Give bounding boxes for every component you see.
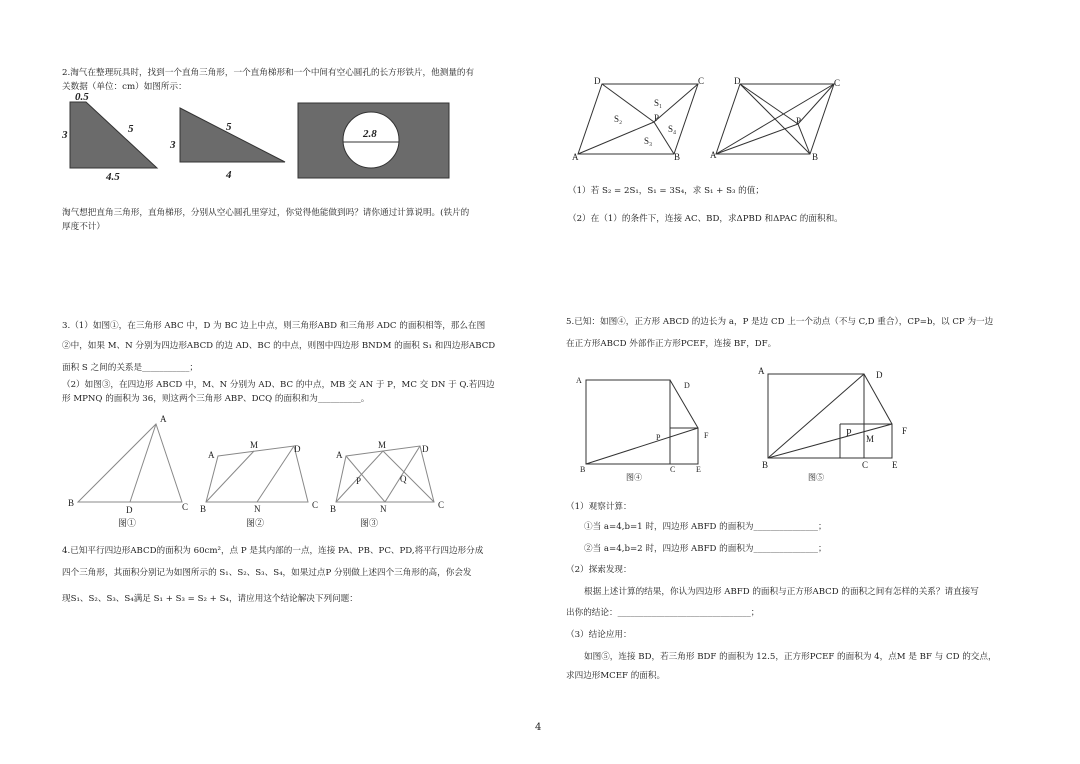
q3-figure-1 [66,410,196,530]
svg-text:S₄: S₄ [668,124,677,134]
q3-line2: ②中，如果 M、N 分别为四边形ABCD 的边 AD、BC 的中点，则图中四边形 BNDM 的面积 S₁ 和四边形ABCD [62,341,496,351]
svg-text:N: N [254,504,261,514]
svg-text:F: F [704,431,709,440]
svg-text:D: D [422,444,429,454]
svg-text:D: D [876,370,883,380]
q5-part3-line2: 求四边形MCEF 的面积。 [566,671,666,681]
q3-line5: 形 MPNQ 的面积为 36，则这两个三角形 ABP、DCQ 的面积和为__________。 [62,394,370,404]
svg-text:P: P [356,476,362,486]
fig5-caption: 图⑤ [808,473,824,482]
svg-text:C: C [438,500,445,510]
q4-line2: 四个三角形，其面积分别记为如图所示的 S₁、S₂、S₃、S₄，如果过点P 分别做上述四个三角形的高，你会发 [62,568,472,578]
svg-text:S₁: S₁ [654,98,663,108]
q5-figure-5 [756,366,916,486]
q2-triangle-figure [170,104,295,184]
q5-part3-line1: 如图⑤，连接 BD，若三角形 BDF 的面积为 12.5，正方形PCEF 的面积为 4，点M 是 BF 与 CD 的交点， [584,652,997,662]
q3-figure-2 [200,432,325,532]
triangle-shape [180,108,285,162]
svg-text:A: A [576,376,582,385]
svg-text:Q: Q [400,474,407,484]
svg-text:S₃: S₃ [644,136,653,146]
q5-part1-b: ②当 a=4,b=2 时，四边形 ABFD 的面积为_______________； [584,544,827,554]
svg-text:C: C [862,460,869,470]
q2-trapezoid-figure [62,92,172,182]
q5-part1-a: ①当 a=4,b=1 时，四边形 ABFD 的面积为_______________； [584,522,827,532]
q5-line1: 5.已知：如图④，正方形 ABCD 的边长为 a，P 是边 CD 上一个动点（不与 C,D 重合），CP=b，以 CP 为一边 [566,317,994,327]
svg-text:A: A [336,450,343,460]
q3-line1: 3.（1）如图①，在三角形 ABC 中，D 为 BC 边上中点，则三角形ABD 和三角形 ADC 的面积相等，那么在图 [62,321,486,331]
svg-text:B: B [762,460,769,470]
fig2-caption: 图② [246,518,265,528]
q5-part2-title: （2）探索发现： [566,565,632,575]
q4-line1: 4.已知平行四边形ABCD的面积为 60cm²，点 P 是其内部的一点，连接 PA、PB、PC、PD,将平行四边形分成 [62,546,484,556]
svg-text:P: P [656,433,661,442]
svg-text:C: C [698,76,705,86]
q5-line2: 在正方形ABCD 外部作正方形PCEF，连接 BF，DF。 [566,339,777,349]
svg-text:C: C [182,502,189,512]
svg-text:A: A [160,414,167,424]
svg-text:P: P [846,428,852,439]
q5-part3-title: （3）结论应用： [566,630,632,640]
q5-figure-4 [574,372,724,484]
page-number: 4 [535,722,542,733]
svg-text:B: B [68,498,75,508]
triangle-left-label: 3 [170,139,176,151]
svg-text:D: D [684,381,690,390]
svg-text:F: F [902,426,908,436]
q5-part2-line1: 根据上述计算的结果，你认为四边形 ABFD 的面积与正方形ABCD 的面积之间有怎样的关系？请直接写 [584,587,979,597]
triangle-slant-label: 5 [226,121,232,133]
svg-text:A: A [758,366,765,376]
q4-line3: 现S₁、S₂、S₃、S₄满足 S₁ + S₃ = S₂ + S₄，请应用这个结论解决下列问题： [62,594,358,604]
q2-plate-figure [297,102,452,182]
plate-hole [343,112,399,168]
svg-text:D: D [126,505,133,515]
svg-text:E: E [892,460,898,470]
fig3-caption: 图③ [360,518,379,528]
plate-diameter-label: 2.8 [363,128,377,140]
svg-text:B: B [580,465,586,474]
svg-text:M: M [250,440,259,450]
trapezoid-top-label: 0.5 [75,91,89,103]
svg-text:A: A [572,152,579,162]
trapezoid-bottom-label: 4.5 [106,171,120,183]
q4-figure-right [706,76,846,168]
svg-text:C: C [670,465,676,474]
svg-text:A: A [208,450,215,460]
svg-text:E: E [696,465,701,474]
svg-text:P: P [796,116,802,126]
svg-text:C: C [834,78,841,88]
svg-text:B: B [200,504,207,514]
q4-figure-left [568,76,718,168]
svg-text:M: M [378,440,387,450]
trapezoid-left-label: 3 [62,129,68,141]
svg-text:P: P [654,113,660,123]
q5-part2-line2: 出你的结论：_______________________________； [566,608,760,618]
q5-part1-title: （1）观察计算： [566,502,632,512]
svg-text:D: D [734,76,741,86]
q2-text-line1: 2.淘气在整理玩具时，找到一个直角三角形，一个直角梯形和一个中间有空心圆孔的长方形铁片，他测量的有 [62,68,475,78]
svg-text:B: B [812,152,819,162]
q2-text-line2: 关数据（单位：cm）如图所示： [62,82,187,92]
svg-text:D: D [594,76,601,86]
fig4-caption: 图④ [626,473,642,482]
fig1-caption: 图① [118,518,137,528]
q3-figure-3 [330,432,450,532]
svg-text:D: D [294,444,301,454]
q2-question-line1: 淘气想把直角三角形，直角梯形，分别从空心圆孔里穿过，你觉得他能做到吗？请你通过计算说明。(铁片的 [62,208,470,218]
svg-text:A: A [710,150,717,160]
q3-line4: （2）如图③，在四边形 ABCD 中，M、N 分别为 AD、BC 的中点，MB 交 AN 于 P，MC 交 DN 于 Q.若四边 [62,380,495,390]
q2-question-line2: 厚度不计） [62,222,105,232]
q4-sub1: （1）若 S₂ = 2S₁，S₁ = 3S₄，求 S₁ + S₃ 的值； [568,186,764,196]
triangle-bottom-label: 4 [226,169,232,181]
q3-line3: 面积 S 之间的关系是___________； [62,363,198,373]
svg-text:N: N [380,504,387,514]
svg-text:S₂: S₂ [614,114,623,124]
q4-sub2: （2）在（1）的条件下，连接 AC、BD，求ΔPBD 和ΔPAC 的面积和。 [568,214,843,224]
trapezoid-slant-label: 5 [128,123,134,135]
trapezoid-shape [70,102,157,168]
svg-text:M: M [866,434,875,444]
svg-text:C: C [312,500,319,510]
svg-text:B: B [674,152,681,162]
svg-text:B: B [330,504,337,514]
